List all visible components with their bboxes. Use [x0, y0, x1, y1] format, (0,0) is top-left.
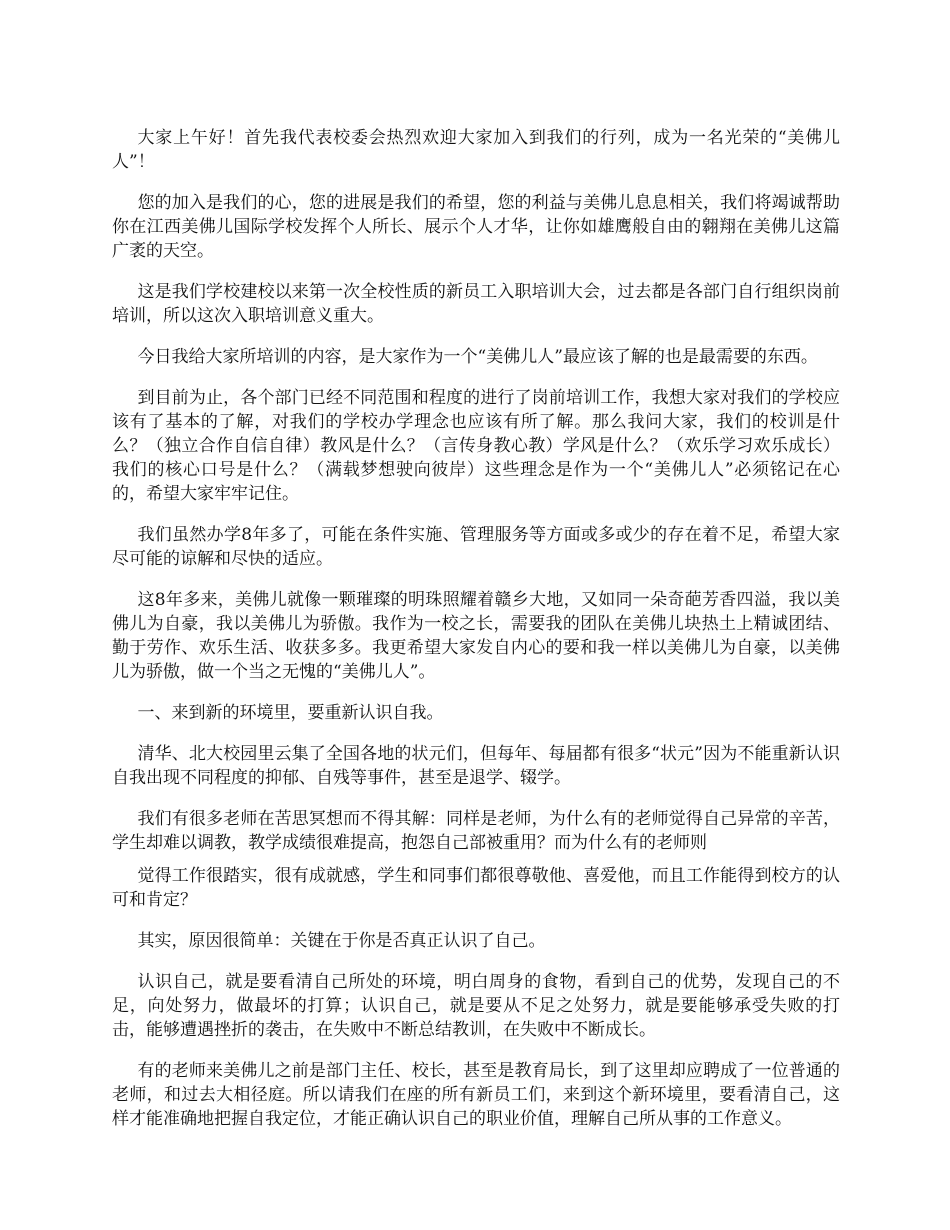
paragraph-eight-years: 我们虽然办学8年多了，可能在条件实施、管理服务等方面或多或少的存在着不足，希望大家尽可能的谅解和尽快的适应。: [112, 525, 840, 569]
paragraph-teachers-question: 我们有很多老师在苦思冥想而不得其解：同样是老师，为什么有的老师觉得自己异常的辛苦，学生却难以调教，教学成绩很难提高，抱怨自己部被重用？而为什么有的老师则: [112, 809, 840, 853]
paragraph-training-meeting: 这是我们学校建校以来第一次全校性质的新员工入职培训大会，过去都是各部门自行组织岗前培训，所以这次入职培训意义重大。: [112, 282, 840, 326]
paragraph-teachers-question-cont: 觉得工作很踏实，很有成就感，学生和同事们都很尊敬他、喜爱他，而且工作能得到校方的认可和肯定？: [112, 866, 840, 910]
paragraph-training-content: 今日我给大家所培训的内容，是大家作为一个“美佛儿人”最应该了解的也是最需要的东西。: [137, 347, 818, 367]
paragraph-greeting: 大家上午好！首先我代表校委会热烈欢迎大家加入到我们的行列，成为一名光荣的“美佛儿人”！: [112, 128, 840, 172]
paragraph-school-motto: 到目前为止，各个部门已经不同范围和程度的进行了岗前培训工作，我想大家对我们的学校应该有了基本的了解，对我们的学校办学理念也应该有所了解。那么我问大家，我们的校训是什么？（独立合作自信自律）教风是什么？（言传身教心教）学风是什么？（欢乐学习欢乐成长）我们的核心口号是什么？（满载梦想驶向彼岸）这些理念是作为一个“美佛儿人”必须铭记在心的，希望大家牢牢记住。: [112, 388, 840, 504]
paragraph-new-environment: 有的老师来美佛儿之前是部门主任、校长，甚至是教育局长，到了这里却应聘成了一位普通的老师，和过去大相径庭。所以请我们在座的所有新员工们，来到这个新环境里，要看清自己，这样才能准确地把握自我定位，才能正确认识自己的职业价值，理解自己所从事的工作意义。: [112, 1061, 840, 1129]
paragraph-know-yourself: 认识自己，就是要看清自己所处的环境，明白周身的食物，看到自己的优势，发现自己的不足，向处努力，做最坏的打算；认识自己，就是要从不足之处努力，就是要能够承受失败的打击，能够遭遇挫折的袭击，在失败中不断总结教训，在失败中不断成长。: [112, 972, 840, 1040]
section-heading-one: 一、来到新的环境里，要重新认识自我。: [137, 703, 444, 723]
paragraph-welcome: 您的加入是我们的心，您的进展是我们的希望，您的利益与美佛儿息息相关，我们将竭诚帮助你在江西美佛儿国际学校发挥个人所长、展示个人才华，让你如雄鹰般自由的翱翔在美佛儿这篇广袤的天空。: [112, 193, 840, 261]
paragraph-tsinghua: 清华、北大校园里云集了全国各地的状元们，但每年、每届都有很多“状元”因为不能重新认识自我出现不同程度的抑郁、自残等事件，甚至是退学、辍学。: [112, 744, 840, 788]
paragraph-pride: 这8年多来，美佛儿就像一颗璀璨的明珠照耀着赣乡大地，又如同一朵奇葩芳香四溢，我以美佛儿为自豪，我以美佛儿为骄傲。我作为一校之长，需要我的团队在美佛儿块热土上精诚团结、勤于劳作、欢乐生活、收获多多。我更希望大家发自内心的要和我一样以美佛儿为自豪，以美佛儿为骄傲，做一个当之无愧的“美佛儿人”。: [112, 590, 840, 682]
document-body: [112, 126, 840, 1148]
paragraph-reason: 其实，原因很简单：关键在于你是否真正认识了自己。: [137, 931, 546, 951]
